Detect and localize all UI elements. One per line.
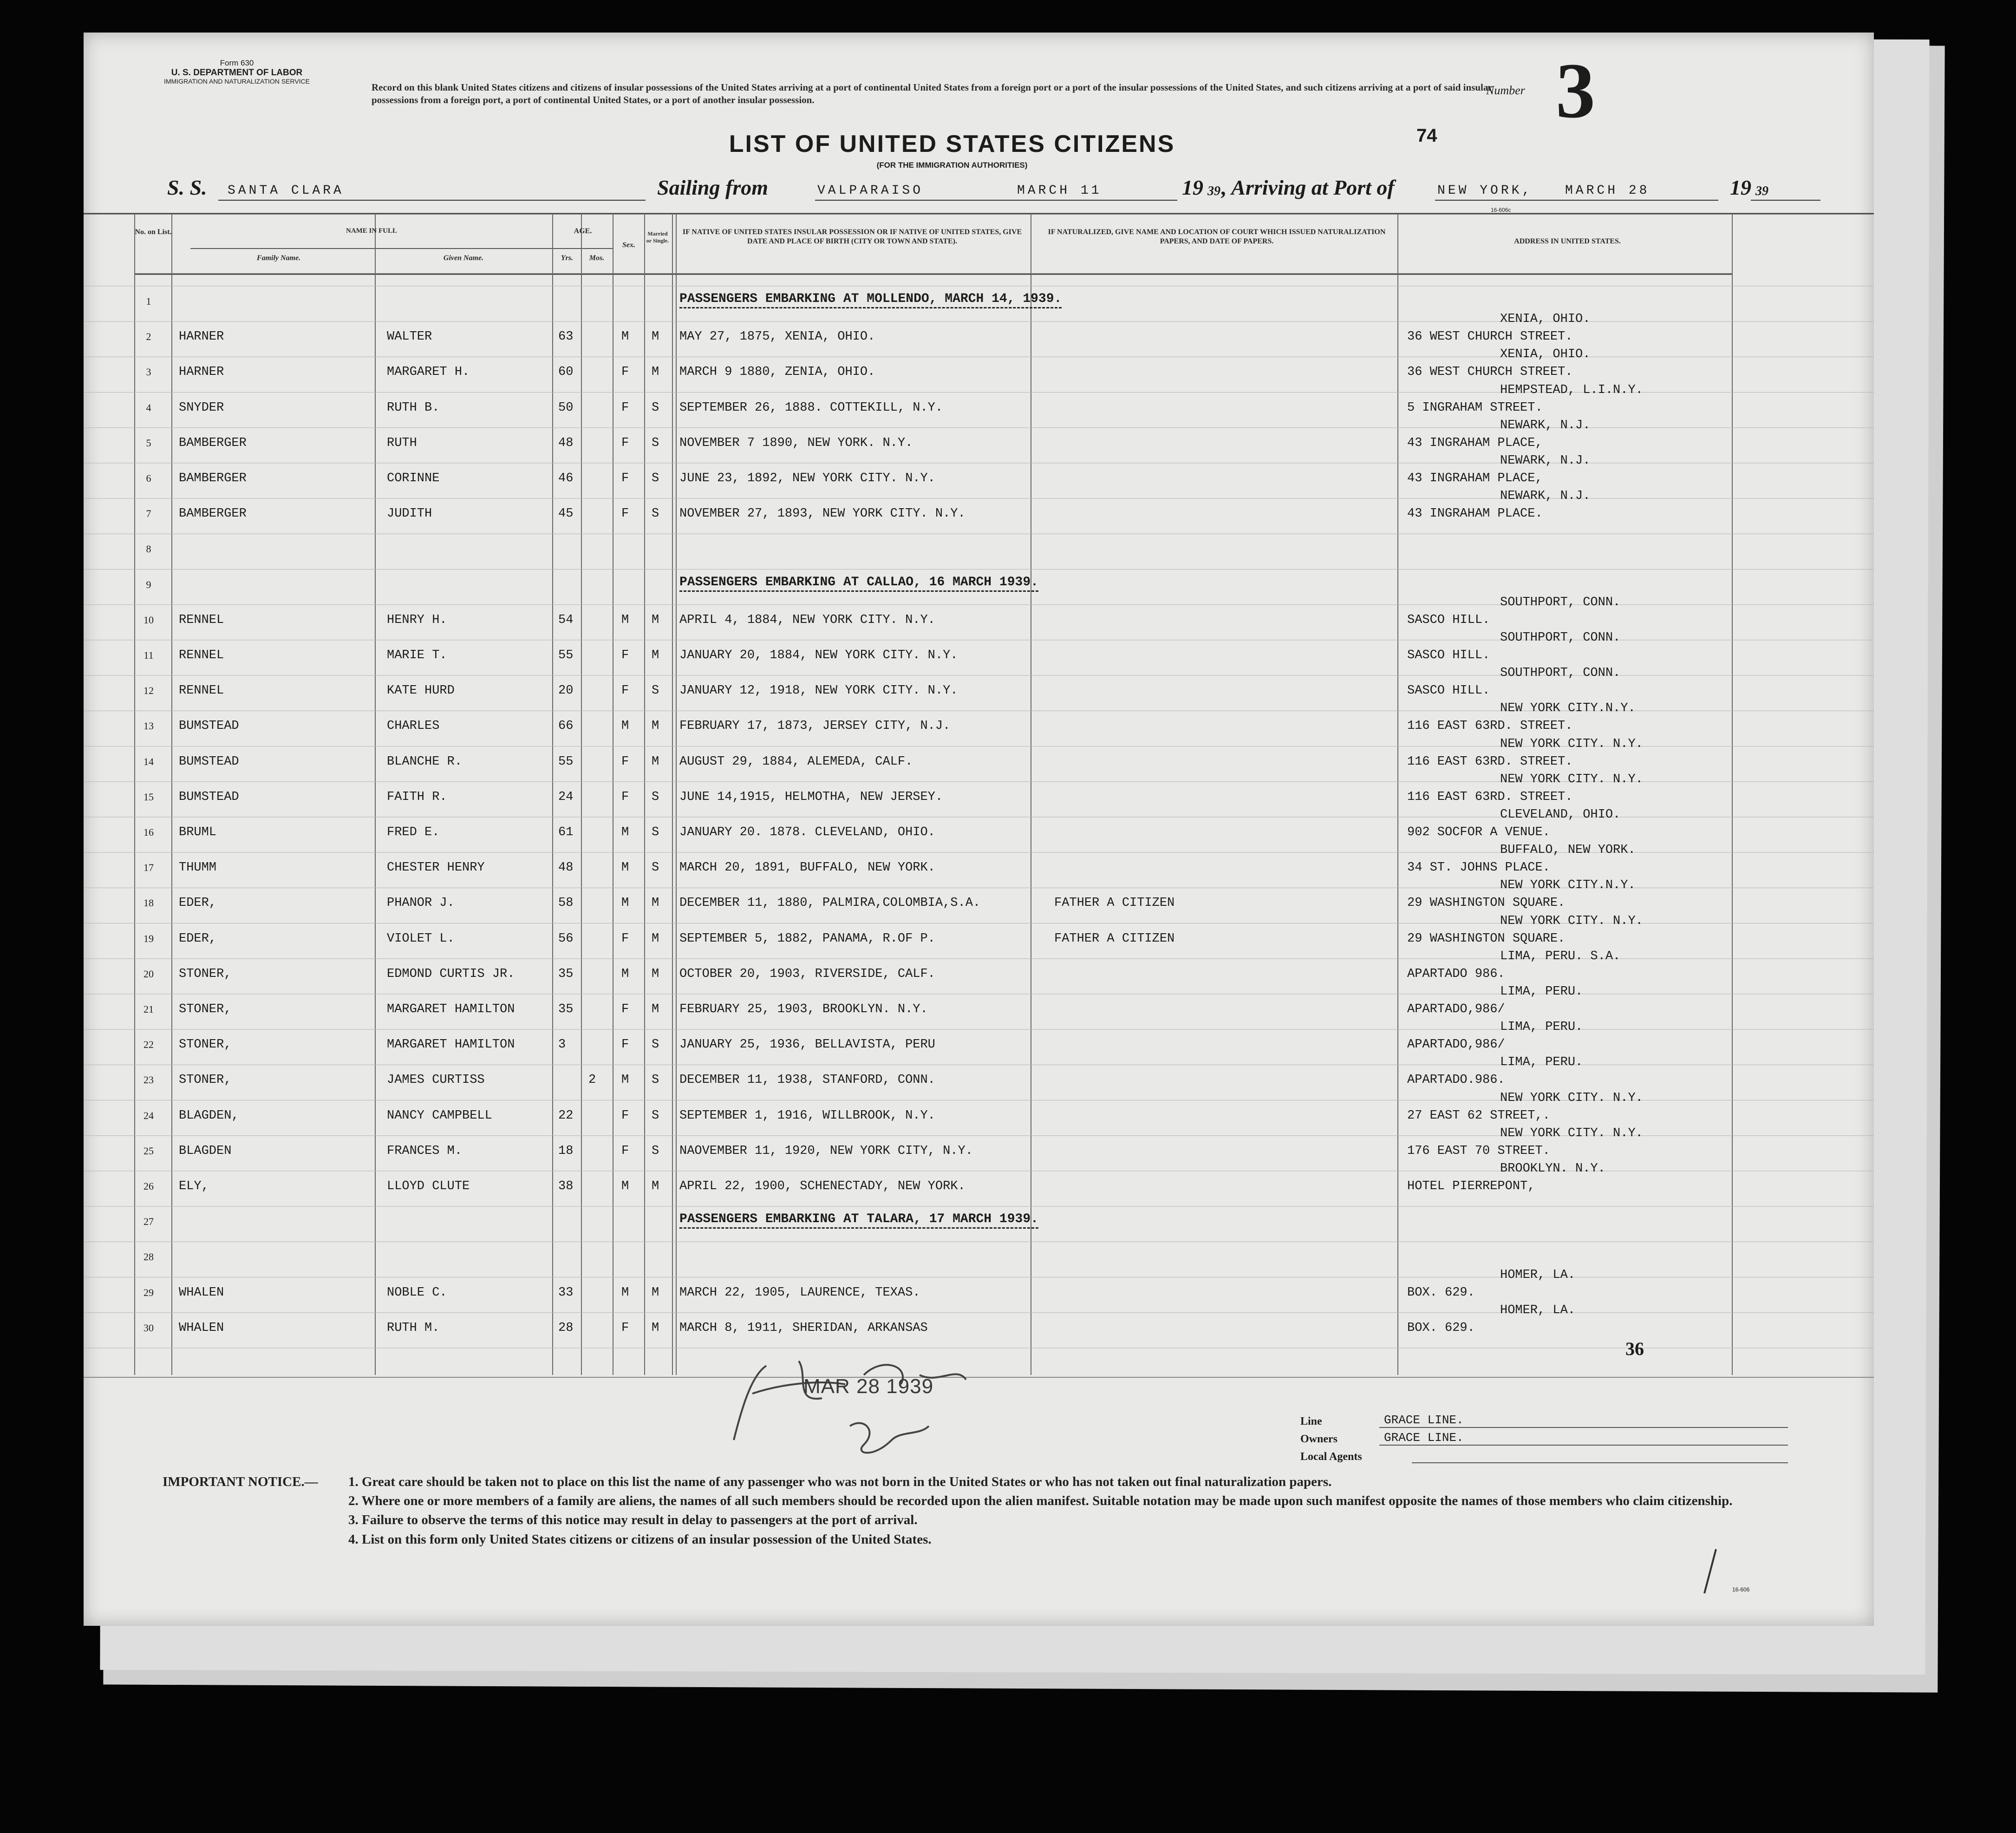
- birth-date-place: SEPTEMBER 1, 1916, WILLBROOK, N.Y.: [679, 1108, 935, 1123]
- sex: M: [621, 967, 629, 981]
- row-number: 29: [144, 1286, 154, 1298]
- family-name: ELY,: [179, 1179, 209, 1193]
- age-years: 66: [558, 719, 574, 733]
- header-no-on-list: No. on List.: [135, 228, 172, 236]
- marital-status: M: [652, 896, 659, 910]
- line-label: Line: [1300, 1415, 1322, 1427]
- sex: F: [621, 471, 629, 485]
- address-street: BOX. 629.: [1407, 1321, 1475, 1335]
- birth-date-place: MARCH 9 1880, ZENIA, OHIO.: [679, 365, 875, 380]
- sex: F: [621, 400, 629, 415]
- age-years: 18: [558, 1144, 574, 1158]
- family-name: SNYDER: [179, 400, 224, 415]
- family-name: WHALEN: [179, 1285, 224, 1300]
- marital-status: M: [652, 1002, 659, 1016]
- agents-label: Local Agents: [1300, 1451, 1362, 1463]
- row-number: 26: [144, 1180, 154, 1192]
- ship-name: SANTA CLARA: [228, 183, 344, 198]
- given-name: CHARLES: [387, 719, 440, 733]
- row-number: 23: [144, 1074, 154, 1086]
- sex: F: [621, 790, 629, 804]
- manifest-page: [84, 33, 1874, 1626]
- age-years: 28: [558, 1321, 574, 1335]
- sex: M: [621, 1285, 629, 1300]
- age-years: 46: [558, 471, 574, 485]
- birth-date-place: APRIL 22, 1900, SCHENECTADY, NEW YORK.: [679, 1179, 966, 1193]
- address-city: NEW YORK CITY. N.Y.: [1500, 1091, 1643, 1105]
- address-city: SOUTHPORT, CONN.: [1500, 631, 1621, 645]
- marital-status: S: [652, 825, 659, 839]
- age-years: 60: [558, 365, 574, 380]
- given-name: FAITH R.: [387, 790, 447, 804]
- row-number: 30: [144, 1322, 154, 1334]
- sailing-port: VALPARAISO: [817, 183, 924, 198]
- family-name: RENNEL: [179, 613, 224, 627]
- age-years: 48: [558, 861, 574, 875]
- sailing-label: Sailing from: [657, 176, 769, 199]
- address-street: 43 INGRAHAM PLACE,: [1407, 471, 1543, 485]
- address-city: CLEVELAND, OHIO.: [1500, 808, 1621, 822]
- section-heading: PASSENGERS EMBARKING AT MOLLENDO, MARCH 14, 1939.: [679, 292, 1062, 308]
- given-name: LLOYD CLUTE: [387, 1179, 470, 1193]
- address-street: SASCO HILL.: [1407, 684, 1490, 698]
- birth-date-place: FEBRUARY 25, 1903, BROOKLYN. N.Y.: [679, 1002, 928, 1016]
- header-name-in-full: NAME IN FULL: [346, 227, 397, 235]
- date-stamp: MAR 28 1939: [803, 1375, 934, 1398]
- address-city: LIMA, PERU.: [1500, 1020, 1583, 1034]
- print-code-bottom: 16-606: [1732, 1586, 1750, 1593]
- sex: F: [621, 1038, 629, 1052]
- address-street: 116 EAST 63RD. STREET.: [1407, 754, 1573, 769]
- marital-status: S: [652, 1108, 659, 1123]
- row-number: 24: [144, 1109, 154, 1121]
- marital-status: M: [652, 1321, 659, 1335]
- row-number: 9: [146, 578, 151, 590]
- address-street: 176 EAST 70 STREET.: [1407, 1144, 1550, 1158]
- birth-date-place: DECEMBER 11, 1880, PALMIRA,COLOMBIA,S.A.: [679, 896, 981, 910]
- row-number: 21: [144, 1003, 154, 1015]
- family-name: HARNER: [179, 365, 224, 380]
- address-city: XENIA, OHIO.: [1500, 312, 1591, 327]
- marital-status: M: [652, 754, 659, 769]
- sex: M: [621, 861, 629, 875]
- age-years: 45: [558, 507, 574, 521]
- given-name: RUTH M.: [387, 1321, 440, 1335]
- marital-status: M: [652, 1179, 659, 1193]
- address-street: APARTADO.986.: [1407, 1073, 1505, 1087]
- family-name: RENNEL: [179, 648, 224, 662]
- row-number: 8: [146, 543, 151, 555]
- birth-date-place: SEPTEMBER 26, 1888. COTTEKILL, N.Y.: [679, 400, 943, 415]
- row-number: 28: [144, 1251, 154, 1263]
- sex: M: [621, 719, 629, 733]
- family-name: HARNER: [179, 330, 224, 344]
- birth-date-place: JANUARY 20, 1884, NEW YORK CITY. N.Y.: [679, 648, 958, 662]
- given-name: MARGARET HAMILTON: [387, 1038, 515, 1052]
- owners-label: Owners: [1300, 1433, 1337, 1445]
- sex: M: [621, 613, 629, 627]
- row-number: 16: [144, 826, 154, 838]
- address-street: APARTADO,986/: [1407, 1002, 1505, 1016]
- address-city: NEWARK, N.J.: [1500, 489, 1591, 504]
- arrival-year: 39: [1755, 184, 1768, 198]
- row-number: 25: [144, 1145, 154, 1157]
- age-years: 22: [558, 1108, 574, 1123]
- given-name: MARGARET HAMILTON: [387, 1002, 515, 1016]
- address-city: LIMA, PERU. S.A.: [1500, 949, 1621, 963]
- birth-date-place: NOVEMBER 27, 1893, NEW YORK CITY. N.Y.: [679, 507, 966, 521]
- marital-status: S: [652, 436, 659, 450]
- number-label: Number: [1486, 84, 1525, 97]
- row-number: 11: [144, 649, 154, 661]
- address-street: 29 WASHINGTON SQUARE.: [1407, 931, 1566, 946]
- row-number: 13: [144, 720, 154, 732]
- birth-date-place: APRIL 4, 1884, NEW YORK CITY. N.Y.: [679, 613, 935, 627]
- owners-value: GRACE LINE.: [1384, 1431, 1464, 1445]
- row-number: 22: [144, 1039, 154, 1051]
- age-years: 35: [558, 967, 574, 981]
- address-city: NEW YORK CITY. N.Y.: [1500, 737, 1643, 751]
- marital-status: S: [652, 684, 659, 698]
- given-name: KATE HURD: [387, 684, 455, 698]
- given-name: MARGARET H.: [387, 365, 470, 380]
- age-years: 55: [558, 648, 574, 662]
- sex: F: [621, 1321, 629, 1335]
- address-street: 36 WEST CHURCH STREET.: [1407, 365, 1573, 380]
- page-subtitle: (FOR THE IMMIGRATION AUTHORITIES): [876, 161, 1028, 170]
- marital-status: S: [652, 1073, 659, 1087]
- sex: M: [621, 1073, 629, 1087]
- family-name: BAMBERGER: [179, 436, 247, 450]
- birth-date-place: FEBRUARY 17, 1873, JERSEY CITY, N.J.: [679, 719, 951, 733]
- address-city: NEW YORK CITY. N.Y.: [1500, 772, 1643, 786]
- sailing-date: MARCH 11: [1017, 183, 1102, 198]
- page-title: LIST OF UNITED STATES CITIZENS: [729, 131, 1175, 157]
- section-heading: PASSENGERS EMBARKING AT TALARA, 17 MARCH 1939.: [679, 1212, 1038, 1229]
- address-city: NEWARK, N.J.: [1500, 418, 1591, 432]
- row-number: 3: [146, 366, 151, 378]
- given-name: NANCY CAMPBELL: [387, 1108, 492, 1123]
- age-years: 58: [558, 896, 574, 910]
- address-city: NEWARK, N.J.: [1500, 454, 1591, 468]
- birth-date-place: NOVEMBER 7 1890, NEW YORK. N.Y.: [679, 436, 913, 450]
- row-number: 17: [144, 862, 154, 874]
- address-street: 902 SOCFOR A VENUE.: [1407, 825, 1550, 839]
- ownership-block: [1300, 1412, 1788, 1465]
- sex: F: [621, 1108, 629, 1123]
- header-given-name: Given Name.: [443, 254, 484, 262]
- age-years: 20: [558, 684, 574, 698]
- notice-item: 4. List on this form only United States citizens or citizens of an insular possession of the United States.: [348, 1532, 932, 1547]
- address-street: APARTADO 986.: [1407, 967, 1505, 981]
- row-number: 14: [144, 755, 154, 767]
- address-city: HOMER, LA.: [1500, 1303, 1576, 1317]
- birth-date-place: MAY 27, 1875, XENIA, OHIO.: [679, 330, 875, 344]
- sex: F: [621, 648, 629, 662]
- given-name: JAMES CURTISS: [387, 1073, 485, 1087]
- address-street: SASCO HILL.: [1407, 613, 1490, 627]
- sex: M: [621, 1179, 629, 1193]
- address-city: HEMPSTEAD, L.I.N.Y.: [1500, 383, 1643, 397]
- family-name: BLAGDEN,: [179, 1108, 239, 1123]
- address-street: 36 WEST CHURCH STREET.: [1407, 330, 1573, 344]
- given-name: FRANCES M.: [387, 1144, 463, 1158]
- arrival-date: MARCH 28: [1565, 183, 1650, 198]
- row-number: 1: [146, 295, 151, 307]
- sex: F: [621, 754, 629, 769]
- header-married-single: Married or Single.: [646, 230, 669, 244]
- age-years: 24: [558, 790, 574, 804]
- row-number: 19: [144, 932, 154, 944]
- header-naturalized: IF NATURALIZED, GIVE NAME AND LOCATION OF COURT WHICH ISSUED NATURALIZATION PAPERS, AND DATE OF PAPERS.: [1048, 228, 1386, 245]
- marital-status: S: [652, 507, 659, 521]
- row-number: 18: [144, 897, 154, 909]
- birth-date-place: JANUARY 20. 1878. CLEVELAND, OHIO.: [679, 825, 935, 839]
- given-name: JUDITH: [387, 507, 432, 521]
- sex: M: [621, 330, 629, 344]
- family-name: STONER,: [179, 967, 232, 981]
- birth-date-place: JANUARY 25, 1936, BELLAVISTA, PERU: [679, 1038, 935, 1052]
- header-age: AGE.: [574, 227, 592, 235]
- birth-date-place: MARCH 22, 1905, LAURENCE, TEXAS.: [679, 1285, 920, 1300]
- age-years: 33: [558, 1285, 574, 1300]
- header-mos: Mos.: [589, 254, 605, 262]
- sex: F: [621, 684, 629, 698]
- age-months: 2: [588, 1073, 596, 1087]
- address-street: SASCO HILL.: [1407, 648, 1490, 662]
- age-years: 55: [558, 754, 574, 769]
- age-years: 54: [558, 613, 574, 627]
- sex: F: [621, 436, 629, 450]
- given-name: EDMOND CURTIS JR.: [387, 967, 515, 981]
- address-street: APARTADO,986/: [1407, 1038, 1505, 1052]
- marital-status: M: [652, 1285, 659, 1300]
- marital-status: M: [652, 648, 659, 662]
- sailing-year: 39: [1207, 184, 1220, 198]
- address-city: XENIA, OHIO.: [1500, 347, 1591, 362]
- ss-label: S. S.: [167, 176, 207, 199]
- address-street: HOTEL PIERREPONT,: [1407, 1179, 1535, 1193]
- header-birth: IF NATIVE OF UNITED STATES INSULAR POSSESSION OR IF NATIVE OF UNITED STATES, GIVE DATE AND PLACE OF BIRTH (CITY OR TOWN AND STATE).: [682, 228, 1022, 245]
- family-name: WHALEN: [179, 1321, 224, 1335]
- header-family-name: Family Name.: [256, 254, 301, 262]
- address-city: NEW YORK CITY. N.Y.: [1500, 1126, 1643, 1140]
- birth-date-place: AUGUST 29, 1884, ALEMEDA, CALF.: [679, 754, 913, 769]
- naturalization-note: FATHER A CITIZEN: [1054, 896, 1175, 910]
- sex: F: [621, 365, 629, 380]
- address-city: NEW YORK CITY.N.Y.: [1500, 878, 1636, 893]
- notice-item: 1. Great care should be taken not to place on this list the name of any passenger who was not born in the United States or who has not taken out final naturalization papers.: [348, 1474, 1332, 1489]
- age-years: 38: [558, 1179, 574, 1193]
- address-street: 34 ST. JOHNS PLACE.: [1407, 861, 1550, 875]
- address-city: SOUTHPORT, CONN.: [1500, 595, 1621, 609]
- address-city: BUFFALO, NEW YORK.: [1500, 843, 1636, 858]
- department-name: U. S. DEPARTMENT OF LABOR: [171, 67, 303, 78]
- address-city: NEW YORK CITY. N.Y.: [1500, 914, 1643, 928]
- marital-status: S: [652, 861, 659, 875]
- marital-status: M: [652, 613, 659, 627]
- given-name: CORINNE: [387, 471, 440, 485]
- given-name: RUTH B.: [387, 400, 440, 415]
- marital-status: M: [652, 719, 659, 733]
- address-street: 43 INGRAHAM PLACE.: [1407, 507, 1543, 521]
- handwritten-annotation: 74: [1416, 125, 1437, 146]
- section-heading: PASSENGERS EMBARKING AT CALLAO, 16 MARCH 1939.: [679, 575, 1038, 592]
- family-name: EDER,: [179, 931, 217, 946]
- birth-date-place: MARCH 20, 1891, BUFFALO, NEW YORK.: [679, 861, 935, 875]
- marital-status: S: [652, 790, 659, 804]
- age-years: 48: [558, 436, 574, 450]
- row-number: 20: [144, 968, 154, 980]
- naturalization-note: FATHER A CITIZEN: [1054, 931, 1175, 946]
- line-value: GRACE LINE.: [1384, 1413, 1464, 1427]
- sex: M: [621, 825, 629, 839]
- age-years: 61: [558, 825, 574, 839]
- row-number: 5: [146, 437, 151, 449]
- family-name: STONER,: [179, 1038, 232, 1052]
- address-street: BOX. 629.: [1407, 1285, 1475, 1300]
- intro-text: Record on this blank United States citizens and citizens of insular possessions of the United States arriving at a port of continental United States from a foreign port or a port of the insular possessions of the United States, and such citizens arriving at a port of said insular possessions from a foreign port, a port of continental United States, or a port of another insular possession.: [372, 82, 1493, 106]
- family-name: BUMSTEAD: [179, 754, 239, 769]
- given-name: WALTER: [387, 330, 432, 344]
- address-street: 29 WASHINGTON SQUARE.: [1407, 896, 1566, 910]
- age-years: 35: [558, 1002, 574, 1016]
- given-name: HENRY H.: [387, 613, 447, 627]
- given-name: CHESTER HENRY: [387, 861, 485, 875]
- given-name: NOBLE C.: [387, 1285, 447, 1300]
- family-name: BLAGDEN: [179, 1144, 232, 1158]
- address-street: 116 EAST 63RD. STREET.: [1407, 790, 1573, 804]
- row-number: 6: [146, 472, 151, 484]
- birth-date-place: NAOVEMBER 11, 1920, NEW YORK CITY, N.Y.: [679, 1144, 973, 1158]
- header-yrs: Yrs.: [561, 254, 574, 262]
- row-number: 15: [144, 791, 154, 803]
- birth-date-place: OCTOBER 20, 1903, RIVERSIDE, CALF.: [679, 967, 935, 981]
- signature-scrawl: [724, 1347, 1059, 1468]
- list-number: 3: [1556, 47, 1595, 134]
- marital-status: M: [652, 931, 659, 946]
- address-city: LIMA, PERU.: [1500, 985, 1583, 999]
- address-city: NEW YORK CITY.N.Y.: [1500, 701, 1636, 716]
- row-number: 7: [146, 508, 151, 520]
- row-number: 4: [146, 401, 151, 413]
- address-city: SOUTHPORT, CONN.: [1500, 666, 1621, 681]
- row-number: 10: [144, 614, 154, 626]
- given-name: PHANOR J.: [387, 896, 455, 910]
- notice-label: IMPORTANT NOTICE.—: [163, 1474, 318, 1489]
- arrival-port: NEW YORK,: [1437, 183, 1533, 198]
- given-name: RUTH: [387, 436, 417, 450]
- marital-status: S: [652, 471, 659, 485]
- marital-status: S: [652, 1038, 659, 1052]
- given-name: MARIE T.: [387, 648, 447, 662]
- family-name: RENNEL: [179, 684, 224, 698]
- given-name: BLANCHE R.: [387, 754, 463, 769]
- header-sex: Sex.: [622, 241, 635, 249]
- marital-status: M: [652, 967, 659, 981]
- form-number: Form 630: [220, 59, 254, 67]
- family-name: BAMBERGER: [179, 507, 247, 521]
- address-city: BROOKLYN. N.Y.: [1500, 1162, 1605, 1176]
- address-street: 116 EAST 63RD. STREET.: [1407, 719, 1573, 733]
- age-years: 56: [558, 931, 574, 946]
- family-name: BUMSTEAD: [179, 719, 239, 733]
- arriving-label: , Arriving at Port of: [1221, 176, 1395, 199]
- row-number: 27: [144, 1216, 154, 1228]
- marital-status: S: [652, 400, 659, 415]
- age-years: 3: [558, 1038, 566, 1052]
- sex: F: [621, 1144, 629, 1158]
- family-name: BRUML: [179, 825, 217, 839]
- row-number: 2: [146, 331, 151, 343]
- family-name: STONER,: [179, 1073, 232, 1087]
- marital-status: M: [652, 330, 659, 344]
- birth-date-place: JUNE 14,1915, HELMOTHA, NEW JERSEY.: [679, 790, 943, 804]
- family-name: STONER,: [179, 1002, 232, 1016]
- address-street: 5 INGRAHAM STREET.: [1407, 400, 1543, 415]
- given-name: FRED E.: [387, 825, 440, 839]
- sailing-year-prefix: 19: [1182, 176, 1203, 199]
- birth-date-place: JUNE 23, 1892, NEW YORK CITY. N.Y.: [679, 471, 935, 485]
- header-address: ADDRESS IN UNITED STATES.: [1514, 237, 1621, 245]
- print-code-top: 16-606c: [1491, 207, 1511, 213]
- birth-date-place: MARCH 8, 1911, SHERIDAN, ARKANSAS: [679, 1321, 928, 1335]
- given-name: VIOLET L.: [387, 931, 455, 946]
- service-name: IMMIGRATION AND NATURALIZATION SERVICE: [164, 78, 310, 85]
- birth-date-place: JANUARY 12, 1918, NEW YORK CITY. N.Y.: [679, 684, 958, 698]
- address-city: HOMER, LA.: [1500, 1268, 1576, 1282]
- marital-status: M: [652, 365, 659, 380]
- marital-status: S: [652, 1144, 659, 1158]
- notice-item: 2. Where one or more members of a family are aliens, the names of all such members should be recorded upon the alien manifest. Suitable notation may be made upon such manifest opposite the names of those members who claim citizenship.: [348, 1493, 1733, 1509]
- sex: F: [621, 507, 629, 521]
- row-number: 12: [144, 685, 154, 697]
- page-number: 36: [1625, 1338, 1644, 1359]
- age-years: 50: [558, 400, 574, 415]
- sex: F: [621, 1002, 629, 1016]
- family-name: BUMSTEAD: [179, 790, 239, 804]
- family-name: EDER,: [179, 896, 217, 910]
- pencil-mark: [1695, 1547, 1723, 1598]
- family-name: THUMM: [179, 861, 217, 875]
- notice-item: 3. Failure to observe the terms of this notice may result in delay to passengers at the port of arrival.: [348, 1512, 918, 1528]
- address-street: 27 EAST 62 STREET,.: [1407, 1108, 1550, 1123]
- sex: F: [621, 931, 629, 946]
- birth-date-place: DECEMBER 11, 1938, STANFORD, CONN.: [679, 1073, 935, 1087]
- age-years: 63: [558, 330, 574, 344]
- arrival-year-prefix: 19: [1730, 176, 1751, 199]
- birth-date-place: SEPTEMBER 5, 1882, PANAMA, R.OF P.: [679, 931, 935, 946]
- address-city: LIMA, PERU.: [1500, 1055, 1583, 1070]
- address-street: 43 INGRAHAM PLACE,: [1407, 436, 1543, 450]
- family-name: BAMBERGER: [179, 471, 247, 485]
- sex: M: [621, 896, 629, 910]
